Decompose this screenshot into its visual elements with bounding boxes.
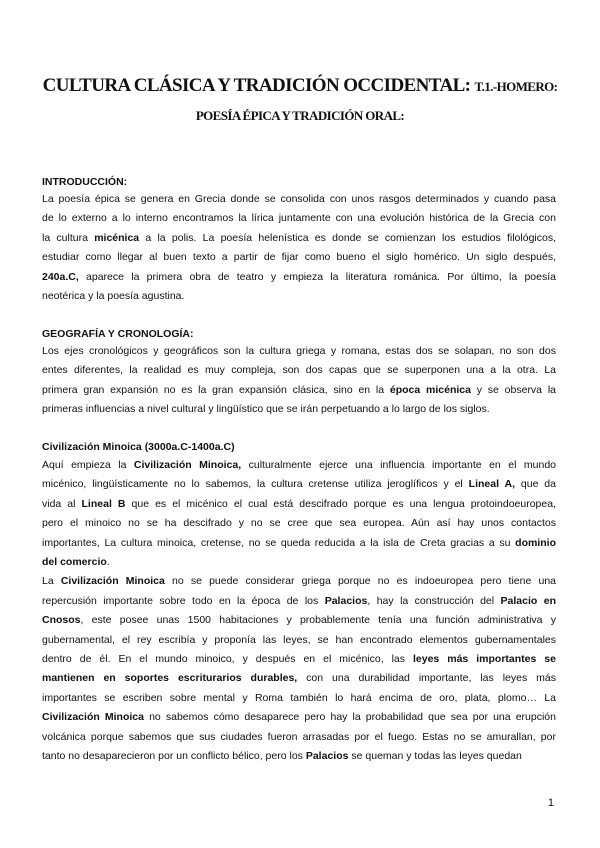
text-line: importantes se escriben sobre mental y Roma también lo hará encima de oro, plata, plomo… La xyxy=(42,691,556,704)
bold-term: Palacios xyxy=(324,594,368,607)
title-suffix: T.1.-HOMERO: xyxy=(474,79,558,94)
text-line: La Civilización Minoica no se puede considerar griega porque no es indoeuropea pero tiene una xyxy=(42,575,556,588)
section-heading-geografia: GEOGRAFÍA Y CRONOLOGÍA: xyxy=(42,328,194,340)
text-line: primeras influencias a nivel cultural y lingüístico que se irán perpetuando a lo largo de los siglos. xyxy=(42,403,490,416)
bold-term: 240a.C, xyxy=(42,270,79,283)
text-line: primera gran expansión no es la gran expansión clásica, sino en la época micénica y se observa la xyxy=(42,383,556,396)
text-line: de lo externo a lo interno encontramos la lírica juntamente con una evolución histórica de la Grecia con xyxy=(42,212,556,225)
text-line: importantes, La cultura minoica, cretense, no se queda reducida a la isla de Creta gracias a su dominio xyxy=(42,536,556,549)
text-line: vida al Lineal B que es el micénico el cual está descifrado porque es una lengua protoindoeuropea, xyxy=(42,497,556,510)
bold-term: Lineal B xyxy=(81,497,126,510)
bold-term: época micénica xyxy=(389,383,471,396)
bold-term: Civilización Minoica xyxy=(60,575,165,588)
paragraph-geografia xyxy=(42,342,556,420)
text-line: mantienen en soportes escriturarios durables, con una durabilidad importante, las leyes más xyxy=(42,672,556,685)
text-line: tanto no desaparecieron por un conflicto bélico, pero los Palacios se queman y todas las leyes quedan xyxy=(42,749,522,762)
bold-term: Palacio en xyxy=(500,594,556,607)
paragraph-minoica-2 xyxy=(42,572,556,766)
bold-term: leyes más importantes se xyxy=(413,652,556,665)
text-line: Cnosos, este posee unas 1500 habitaciones y probablemente tenía una función administrativa y xyxy=(42,614,556,627)
title-main: CULTURA CLÁSICA Y TRADICIÓN OCCIDENTAL: xyxy=(42,75,471,96)
text-line: del comercio. xyxy=(42,555,110,568)
document-title xyxy=(20,75,580,97)
text-line: la cultura micénica a la polis. La poesía helenística es donde se comienzan los estudios filológicos, xyxy=(42,231,556,244)
text-line: estudiar como llegar al buen texto a partir de fijar como bueno el siglo homérico. Un siglo después, xyxy=(42,251,556,264)
bold-term: dominio xyxy=(515,536,556,549)
bold-term: Civilización Minoica, xyxy=(133,459,242,471)
text-line: micénico, lingüísticamente no lo sabemos, la cultura cretense utiliza jeroglíficos y el Lineal A, que da xyxy=(42,478,556,491)
paragraph-introduccion xyxy=(42,190,556,306)
bold-term: mantienen en soportes escriturarios durables, xyxy=(42,672,298,685)
bold-term: Lineal A, xyxy=(468,478,515,491)
bold-term: Civilización Minoica xyxy=(42,711,144,724)
section-heading-introduccion: INTRODUCCIÓN: xyxy=(42,176,128,188)
text-line: gubernamental, el rey escribía y proponía las leyes, se han encontrado elementos gubernamentales xyxy=(42,633,556,646)
text-line: Aquí empieza la Civilización Minoica, culturalmente ejerce una influencia importante en el mundo xyxy=(42,459,556,471)
bold-term: micénica xyxy=(94,231,140,244)
text-line: neotérica y la poesía agustina. xyxy=(42,289,185,302)
text-line: Los ejes cronológicos y geográficos son la cultura griega y romana, estas dos se solapan, no son dos xyxy=(42,345,556,357)
text-line: 240a.C, aparece la primera obra de teatro y empieza la literatura románica. Por último, la poesía xyxy=(42,270,556,283)
text-line: pero el minoico no se ha descifrado y no se cree que sea europea. Aún así hay unos contactos xyxy=(42,517,556,530)
bold-term: del comercio xyxy=(42,555,107,568)
paragraph-minoica-1 xyxy=(42,456,556,572)
text-line: Civilización Minoica no sabemos cómo desaparece pero hay la probabilidad que sea por una erupción xyxy=(42,711,556,724)
page-number: 1 xyxy=(547,797,554,809)
bold-term: Palacios xyxy=(305,749,349,762)
text-line: dentro de él. En el mundo minoico, y después en el micénico, las leyes más importantes se xyxy=(42,652,556,665)
text-line: volcánica porque sabemos que sus ciudades fueron arrasadas por el fuego. Estas no se amurallan, por xyxy=(42,730,556,743)
text-line: entes diferentes, la realidad es muy compleja, son dos capas que se superponen una a la otra. La xyxy=(42,364,556,377)
text-line: La poesía épica se genera en Grecia donde se consolida con unos rasgos determinados y cuando pasa xyxy=(42,193,556,205)
section-heading-minoica: Civilización Minoica (3000a.C-1400a.C) xyxy=(42,441,235,453)
document-subtitle: POESÍA ÉPICA Y TRADICIÓN ORAL: xyxy=(195,108,405,123)
text-line: repercusión importante sobre todo en la época de los Palacios, hay la construcción del Palacio en xyxy=(42,594,556,607)
bold-term: Cnosos xyxy=(42,614,81,627)
